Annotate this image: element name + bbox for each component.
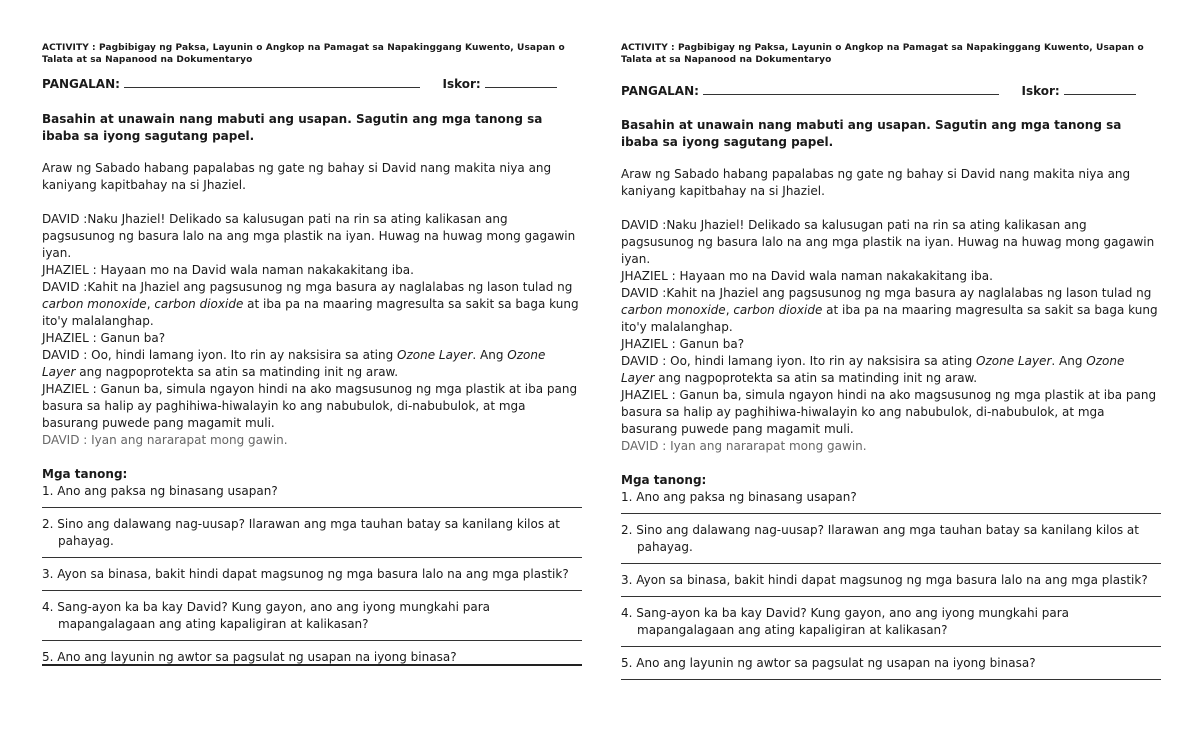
- answer-line-2[interactable]: [621, 563, 1161, 564]
- passage: [621, 166, 1161, 688]
- activity-title: ACTIVITY : Pagbibigay ng Paksa, Layunin o Angkop na Pamagat sa Napakinggang Kuwento, Usapan o Talata at sa Napanood na Dokumentaryo: [42, 43, 565, 65]
- name-field[interactable]: [124, 87, 420, 88]
- dialogue-line: DAVID : Iyan ang nararapat mong gawin.: [621, 439, 867, 453]
- worksheet-left: [42, 0, 582, 729]
- question-2-cont: pahayag.: [637, 540, 693, 554]
- score-label: Iskor:: [1021, 84, 1060, 98]
- question-4-cont: mapangalagaan ang ating kapaligiran at kalikasan?: [637, 623, 948, 637]
- question-5: 5. Ano ang layunin ng awtor sa pagsulat ng usapan na iyong binasa?: [621, 656, 1036, 670]
- question-1: 1. Ano ang paksa ng binasang usapan?: [42, 484, 278, 498]
- instructions: Basahin at unawain nang mabuti ang usapan. Sagutin ang mga tanong sa ibaba sa iyong sagutang papel.: [621, 118, 1122, 149]
- dialogue-line: DAVID :Kahit na Jhaziel ang pagsusunog ng mga basura ay naglalabas ng lason tulad ng carbon monoxide, carbon dioxide at iba pa na maaring magresulta sa sakit sa baga kung ito'y malalanghap.: [42, 280, 579, 328]
- question-2: 2. Sino ang dalawang nag-uusap? Ilarawan ang mga tauhan batay sa kanilang kilos at: [621, 523, 1139, 537]
- dialogue-line: DAVID : Oo, hindi lamang iyon. Ito rin ay naksisira sa ating Ozone Layer. Ang Ozone Layer ang nagpoprotekta sa atin sa matinding init ng araw.: [42, 348, 546, 379]
- dialogue-line: JHAZIEL : Ganun ba, simula ngayon hindi na ako magsusunog ng mga plastik at iba pang basura sa halip ay paghihiwa-hiwalayin ko ang nabubulok, di-nabubulok, at mga basurang puwede pang magamit muli.: [42, 382, 578, 430]
- name-label: PANGALAN:: [42, 77, 120, 91]
- answer-line-4[interactable]: [621, 646, 1161, 647]
- dialogue-line: JHAZIEL : Ganun ba?: [621, 337, 745, 351]
- answer-line-5[interactable]: [42, 664, 582, 666]
- question-4-cont: mapangalagaan ang ating kapaligiran at kalikasan?: [58, 617, 369, 631]
- score-label: Iskor:: [442, 77, 481, 91]
- dialogue-line: JHAZIEL : Hayaan mo na David wala naman nakakakitang iba.: [42, 263, 414, 277]
- name-label: PANGALAN:: [621, 84, 699, 98]
- question-3: 3. Ayon sa binasa, bakit hindi dapat magsunog ng mga basura lalo na ang mga plastik?: [42, 567, 569, 581]
- score-field[interactable]: [1064, 94, 1136, 95]
- dialogue-line: JHAZIEL : Ganun ba?: [42, 331, 166, 345]
- worksheet-right: [621, 0, 1161, 729]
- dialogue-line: JHAZIEL : Hayaan mo na David wala naman nakakakitang iba.: [621, 269, 993, 283]
- activity-title: ACTIVITY : Pagbibigay ng Paksa, Layunin o Angkop na Pamagat sa Napakinggang Kuwento, Usapan o Talata at sa Napanood na Dokumentaryo: [621, 43, 1144, 65]
- dialogue-line: DAVID :Naku Jhaziel! Delikado sa kalusugan pati na rin sa ating kalikasan ang pagsusunog ng basura lalo na ang mga plastik na iyan. Huwag na huwag mong gagawin iyan.: [621, 218, 1155, 266]
- question-5: 5. Ano ang layunin ng awtor sa pagsulat ng usapan na iyong binasa?: [42, 650, 457, 664]
- question-4: 4. Sang-ayon ka ba kay David? Kung gayon, ano ang iyong mungkahi para: [42, 600, 491, 614]
- score-field[interactable]: [485, 87, 557, 88]
- dialogue-line: DAVID :Kahit na Jhaziel ang pagsusunog ng mga basura ay naglalabas ng lason tulad ng carbon monoxide, carbon dioxide at iba pa na maaring magresulta sa sakit sa baga kung ito'y malalanghap.: [621, 286, 1158, 334]
- answer-line-1[interactable]: [42, 507, 582, 508]
- story-intro: Araw ng Sabado habang papalabas ng gate ng bahay si David nang makita niya ang kaniyang kapitbahay na si Jhaziel.: [621, 167, 1131, 198]
- story-intro: Araw ng Sabado habang papalabas ng gate ng bahay si David nang makita niya ang kaniyang kapitbahay na si Jhaziel.: [42, 161, 552, 192]
- name-field[interactable]: [703, 94, 999, 95]
- answer-line-4[interactable]: [42, 640, 582, 641]
- question-2-cont: pahayag.: [58, 534, 114, 548]
- dialogue-line: JHAZIEL : Ganun ba, simula ngayon hindi na ako magsusunog ng mga plastik at iba pang basura sa halip ay paghihiwa-hiwalayin ko ang nabubulok, di-nabubulok, at mga basurang puwede pang magamit muli.: [621, 388, 1157, 436]
- question-4: 4. Sang-ayon ka ba kay David? Kung gayon, ano ang iyong mungkahi para: [621, 606, 1070, 620]
- name-score-row: [621, 84, 1161, 98]
- dialogue-line: DAVID :Naku Jhaziel! Delikado sa kalusugan pati na rin sa ating kalikasan ang pagsusunog ng basura lalo na ang mga plastik na iyan. Huwag na huwag mong gagawin iyan.: [42, 212, 576, 260]
- dialogue-line: DAVID : Oo, hindi lamang iyon. Ito rin ay naksisira sa ating Ozone Layer. Ang Ozone Layer ang nagpoprotekta sa atin sa matinding init ng araw.: [621, 354, 1125, 385]
- question-1: 1. Ano ang paksa ng binasang usapan?: [621, 490, 857, 504]
- dialogue-line: DAVID : Iyan ang nararapat mong gawin.: [42, 433, 288, 447]
- answer-line-5[interactable]: [621, 679, 1161, 680]
- instructions: Basahin at unawain nang mabuti ang usapan. Sagutin ang mga tanong sa ibaba sa iyong sagutang papel.: [42, 112, 543, 143]
- questions-heading: Mga tanong:: [42, 467, 128, 481]
- answer-line-3[interactable]: [621, 596, 1161, 597]
- passage: [42, 160, 582, 666]
- question-2: 2. Sino ang dalawang nag-uusap? Ilarawan ang mga tauhan batay sa kanilang kilos at: [42, 517, 560, 531]
- answer-line-3[interactable]: [42, 590, 582, 591]
- name-score-row: [42, 77, 582, 91]
- answer-line-2[interactable]: [42, 557, 582, 558]
- question-3: 3. Ayon sa binasa, bakit hindi dapat magsunog ng mga basura lalo na ang mga plastik?: [621, 573, 1148, 587]
- questions-heading: Mga tanong:: [621, 473, 707, 487]
- answer-line-1[interactable]: [621, 513, 1161, 514]
